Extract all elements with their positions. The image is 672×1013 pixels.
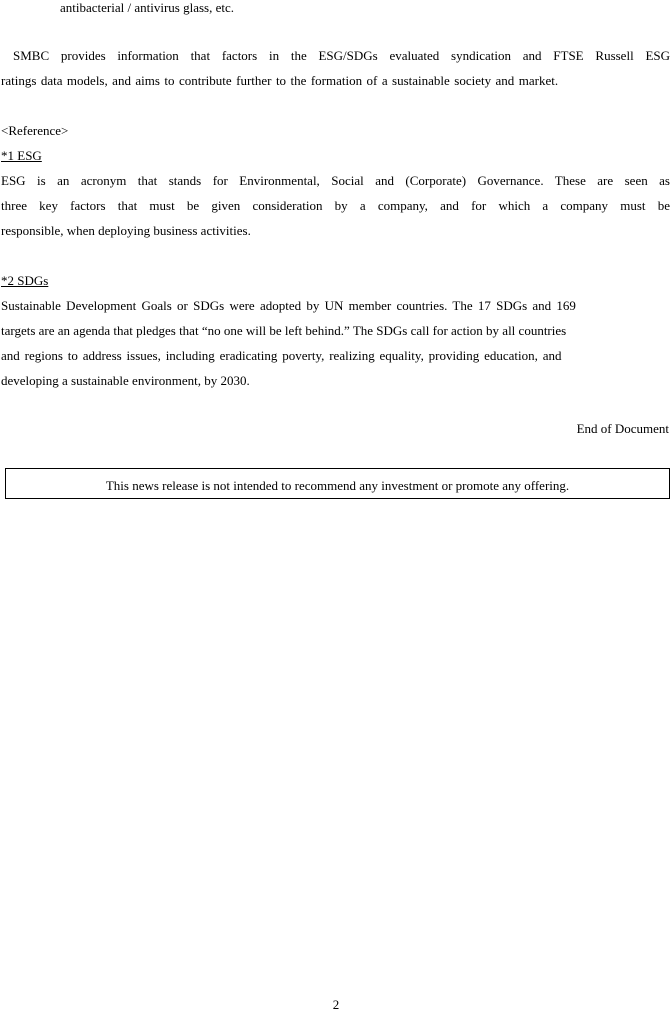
esg-line-3: responsible, when deploying business activities. bbox=[1, 223, 251, 238]
disclaimer-box bbox=[5, 468, 670, 499]
sdgs-line-4: developing a sustainable environment, by 2030. bbox=[1, 373, 250, 388]
reference-heading: <Reference> bbox=[1, 123, 69, 138]
esg-title: *1 ESG bbox=[1, 148, 42, 163]
smbc-paragraph-last: ratings data models, and aims to contribute further to the formation of a sustainable society and market. bbox=[1, 73, 559, 88]
smbc-paragraph bbox=[1, 48, 670, 64]
esg-line-1: ESG is an acronym that stands for Environmental, Social and (Corporate) Governance. These are seen as bbox=[1, 173, 670, 188]
sdgs-title: *2 SDGs bbox=[1, 273, 49, 288]
esg-line-2: three key factors that must be given consideration by a company, and for which a company must be bbox=[1, 198, 670, 213]
disclaimer-text: This news release is not intended to recommend any investment or promote any offering. bbox=[105, 478, 570, 493]
sdgs-line-1: Sustainable Development Goals or SDGs were adopted by UN member countries. The 17 SDGs and 169 bbox=[1, 298, 576, 313]
continuation-line: antibacterial / antivirus glass, etc. bbox=[60, 0, 234, 15]
page-number: 2 bbox=[332, 997, 340, 1012]
end-of-document: End of Document bbox=[576, 421, 669, 436]
sdgs-line-3: and regions to address issues, including eradicating poverty, realizing equality, providing education, and bbox=[1, 348, 562, 363]
esg-definition bbox=[1, 173, 670, 214]
smbc-paragraph-line-1: SMBC provides information that factors in the ESG/SDGs evaluated syndication and FTSE Russell ESG bbox=[13, 48, 670, 63]
sdgs-line-2: targets are an agenda that pledges that “no one will be left behind.” The SDGs call for action by all countries bbox=[1, 323, 567, 338]
